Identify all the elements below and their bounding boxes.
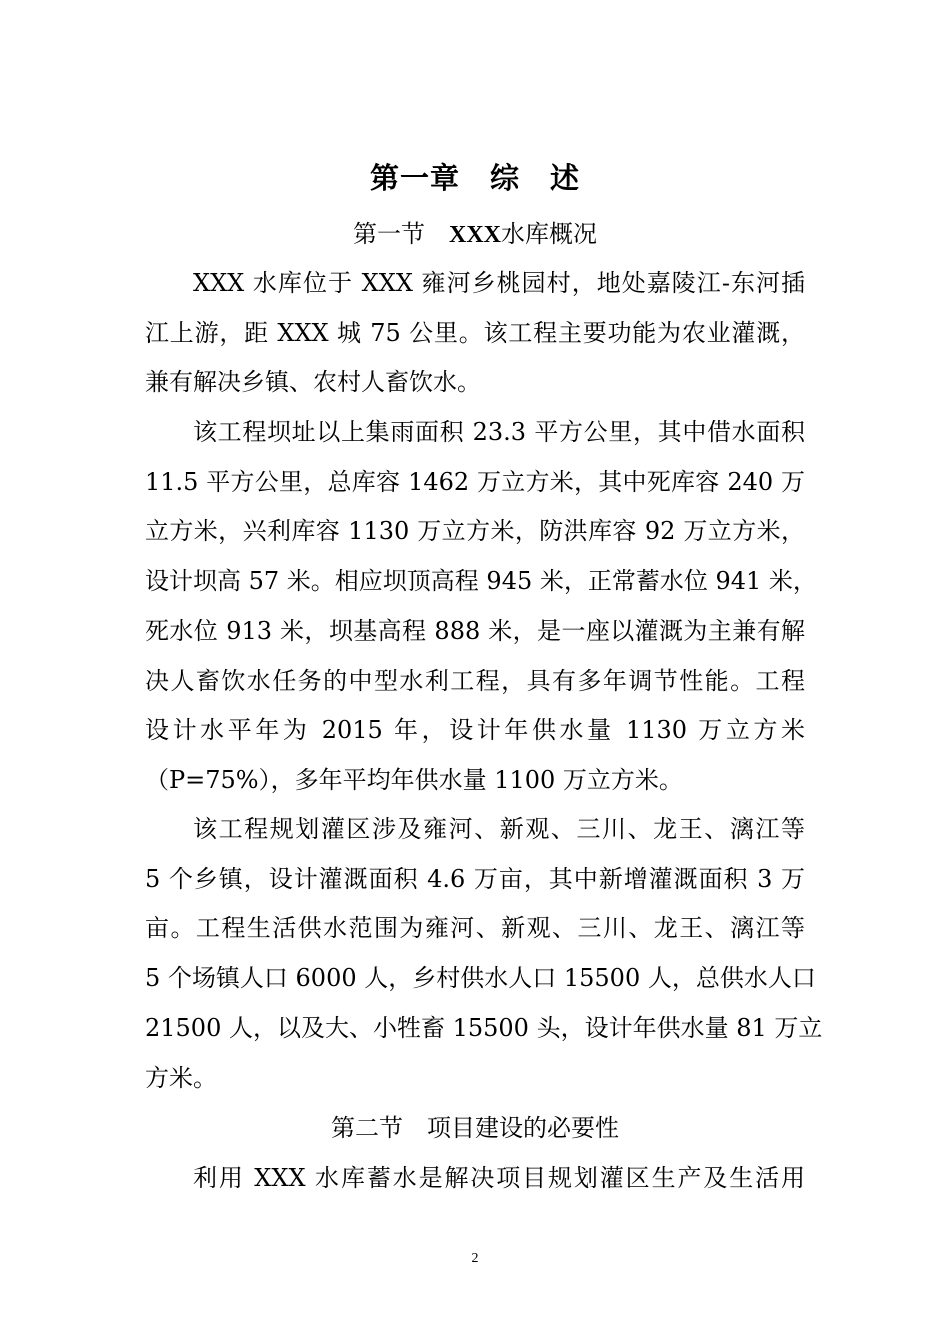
text-line: 江上游，距 XXX 城 75 公里。该工程主要功能为农业灌溉， [145,318,805,347]
text-line: 5 个场镇人口 6000 人，乡村供水人口 15500 人，总供水人口 [145,964,816,993]
page-number: 2 [471,1251,479,1266]
text-line: 立方米，兴利库容 1130 万立方米，防洪库容 92 万立方米， [145,517,805,546]
text-line: 设计水平年为 2015 年，设计年供水量 1130 万立方米 [145,716,805,745]
paragraph-irrigation [145,805,823,1103]
text-line: 兼有解决乡镇、农村人畜饮水。 [145,368,481,397]
text-line: 决人畜饮水任务的中型水利工程，具有多年调节性能。工程 [145,666,805,695]
text-line: 该工程规划灌区涉及雍河、新观、三川、龙王、漓江等 [193,815,805,843]
text-line: 死水位 913 米，坝基高程 888 米，是一座以灌溉为主兼有解 [145,616,805,645]
paragraph-capacity [145,408,817,806]
text-line: 11.5 平方公里，总库容 1462 万立方米，其中死库容 240 万 [145,467,805,496]
text-line: 亩。工程生活供水范围为雍河、新观、三川、龙王、漓江等 [145,914,805,943]
section-2-title: 项目建设的必要性 [427,1114,619,1142]
section-1-label: 第一节 [353,220,425,248]
section-title-2 [0,1108,950,1148]
section-1-title-suffix: 水库概况 [501,220,597,248]
chapter-name: 综 述 [490,161,581,195]
chapter-title [0,158,950,198]
paragraph-overview [145,259,805,408]
text-line: （P=75%），多年平均年供水量 1100 万立方米。 [145,765,683,794]
section-2-label: 第二节 [331,1114,403,1142]
chapter-label: 第一章 [369,161,460,195]
section-1-title-prefix: XXX [449,222,501,248]
paragraph-necessity [145,1154,805,1204]
text-line: 设计坝高 57 米。相应坝顶高程 945 米，正常蓄水位 941 米， [145,567,817,596]
text-line: 利用 XXX 水库蓄水是解决项目规划灌区生产及生活用 [193,1164,805,1192]
section-title-1 [0,214,950,255]
text-line: 该工程坝址以上集雨面积 23.3 平方公里，其中借水面积 [193,418,805,446]
text-line: 5 个乡镇，设计灌溉面积 4.6 万亩，其中新增灌溉面积 3 万 [145,864,805,893]
text-line: XXX 水库位于 XXX 雍河乡桃园村，地处嘉陵江-东河插 [193,269,805,297]
text-line: 方米。 [145,1063,217,1092]
text-line: 21500 人，以及大、小牲畜 15500 头，设计年供水量 81 万立 [145,1013,823,1042]
